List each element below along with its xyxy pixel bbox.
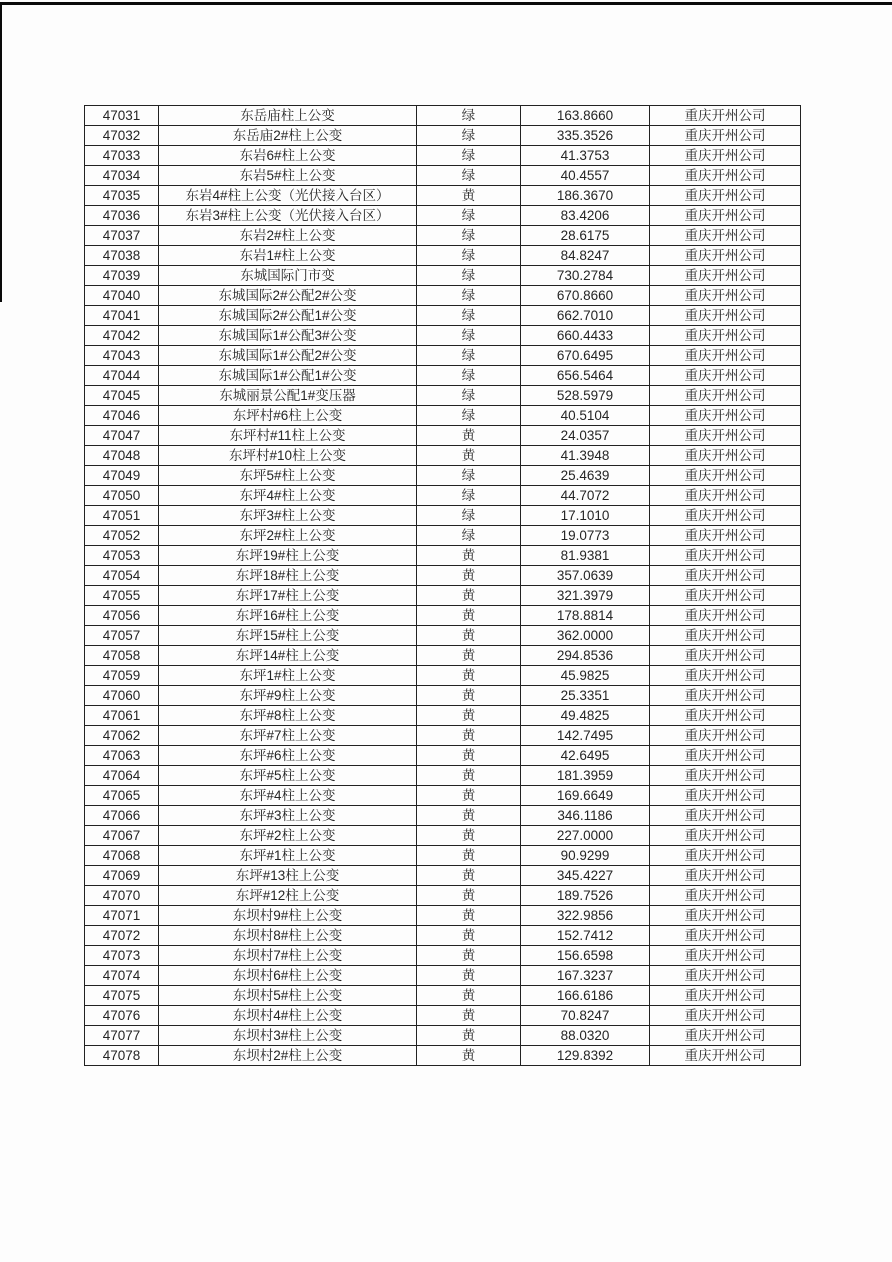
cell-status: 绿 <box>417 506 521 526</box>
cell-name: 东岳庙2#柱上公变 <box>159 126 417 146</box>
cell-name: 东坝村5#柱上公变 <box>159 986 417 1006</box>
table-row <box>85 466 801 486</box>
cell-company: 重庆开州公司 <box>650 746 801 766</box>
cell-name: 东岩1#柱上公变 <box>159 246 417 266</box>
table-row <box>85 306 801 326</box>
cell-value: 88.0320 <box>521 1026 650 1046</box>
table-row <box>85 606 801 626</box>
cell-value: 656.5464 <box>521 366 650 386</box>
cell-status: 绿 <box>417 266 521 286</box>
scan-left-border <box>0 2 2 302</box>
cell-value: 84.8247 <box>521 246 650 266</box>
cell-id: 47051 <box>85 506 159 526</box>
cell-id: 47070 <box>85 886 159 906</box>
cell-name: 东坪#13柱上公变 <box>159 866 417 886</box>
cell-company: 重庆开州公司 <box>650 646 801 666</box>
table-row <box>85 286 801 306</box>
cell-id: 47057 <box>85 626 159 646</box>
cell-company: 重庆开州公司 <box>650 566 801 586</box>
table-row <box>85 426 801 446</box>
cell-id: 47040 <box>85 286 159 306</box>
cell-company: 重庆开州公司 <box>650 886 801 906</box>
cell-name: 东坪#1柱上公变 <box>159 846 417 866</box>
cell-id: 47078 <box>85 1046 159 1066</box>
cell-value: 41.3948 <box>521 446 650 466</box>
cell-id: 47046 <box>85 406 159 426</box>
table-row <box>85 166 801 186</box>
table-row <box>85 546 801 566</box>
cell-value: 44.7072 <box>521 486 650 506</box>
cell-id: 47034 <box>85 166 159 186</box>
cell-company: 重庆开州公司 <box>650 526 801 546</box>
table-row <box>85 766 801 786</box>
cell-value: 345.4227 <box>521 866 650 886</box>
cell-value: 357.0639 <box>521 566 650 586</box>
cell-company: 重庆开州公司 <box>650 766 801 786</box>
cell-value: 189.7526 <box>521 886 650 906</box>
cell-value: 41.3753 <box>521 146 650 166</box>
cell-status: 绿 <box>417 146 521 166</box>
cell-name: 东城国际2#公配2#公变 <box>159 286 417 306</box>
cell-name: 东城国际1#公配2#公变 <box>159 346 417 366</box>
table-row <box>85 206 801 226</box>
cell-status: 绿 <box>417 366 521 386</box>
cell-company: 重庆开州公司 <box>650 906 801 926</box>
table-row <box>85 906 801 926</box>
cell-company: 重庆开州公司 <box>650 206 801 226</box>
cell-company: 重庆开州公司 <box>650 826 801 846</box>
cell-status: 黄 <box>417 966 521 986</box>
cell-value: 70.8247 <box>521 1006 650 1026</box>
cell-value: 321.3979 <box>521 586 650 606</box>
table-row <box>85 726 801 746</box>
cell-status: 绿 <box>417 486 521 506</box>
cell-name: 东城丽景公配1#变压器 <box>159 386 417 406</box>
cell-status: 黄 <box>417 706 521 726</box>
cell-name: 东坝村7#柱上公变 <box>159 946 417 966</box>
table-row <box>85 966 801 986</box>
cell-value: 40.4557 <box>521 166 650 186</box>
cell-id: 47044 <box>85 366 159 386</box>
cell-name: 东坪5#柱上公变 <box>159 466 417 486</box>
cell-name: 东坝村3#柱上公变 <box>159 1026 417 1046</box>
cell-id: 47045 <box>85 386 159 406</box>
cell-id: 47062 <box>85 726 159 746</box>
cell-value: 670.8660 <box>521 286 650 306</box>
cell-id: 47035 <box>85 186 159 206</box>
table-row <box>85 886 801 906</box>
cell-company: 重庆开州公司 <box>650 126 801 146</box>
cell-name: 东坪2#柱上公变 <box>159 526 417 546</box>
table-row <box>85 506 801 526</box>
cell-id: 47052 <box>85 526 159 546</box>
cell-value: 528.5979 <box>521 386 650 406</box>
transformer-table-body <box>85 106 801 1066</box>
cell-id: 47061 <box>85 706 159 726</box>
cell-company: 重庆开州公司 <box>650 346 801 366</box>
cell-value: 90.9299 <box>521 846 650 866</box>
cell-value: 169.6649 <box>521 786 650 806</box>
cell-name: 东坪#6柱上公变 <box>159 746 417 766</box>
cell-value: 163.8660 <box>521 106 650 126</box>
cell-id: 47033 <box>85 146 159 166</box>
cell-name: 东坪4#柱上公变 <box>159 486 417 506</box>
cell-company: 重庆开州公司 <box>650 946 801 966</box>
cell-company: 重庆开州公司 <box>650 846 801 866</box>
table-row <box>85 486 801 506</box>
cell-id: 47068 <box>85 846 159 866</box>
cell-value: 227.0000 <box>521 826 650 846</box>
cell-status: 绿 <box>417 246 521 266</box>
cell-name: 东坪#3柱上公变 <box>159 806 417 826</box>
cell-company: 重庆开州公司 <box>650 786 801 806</box>
table-row <box>85 1046 801 1066</box>
cell-id: 47071 <box>85 906 159 926</box>
cell-id: 47077 <box>85 1026 159 1046</box>
cell-id: 47069 <box>85 866 159 886</box>
cell-value: 152.7412 <box>521 926 650 946</box>
cell-value: 362.0000 <box>521 626 650 646</box>
cell-company: 重庆开州公司 <box>650 546 801 566</box>
cell-status: 黄 <box>417 766 521 786</box>
cell-status: 黄 <box>417 886 521 906</box>
cell-name: 东坪18#柱上公变 <box>159 566 417 586</box>
cell-name: 东坝村2#柱上公变 <box>159 1046 417 1066</box>
cell-value: 156.6598 <box>521 946 650 966</box>
cell-name: 东岳庙柱上公变 <box>159 106 417 126</box>
cell-name: 东坪村#10柱上公变 <box>159 446 417 466</box>
cell-company: 重庆开州公司 <box>650 186 801 206</box>
cell-company: 重庆开州公司 <box>650 246 801 266</box>
cell-company: 重庆开州公司 <box>650 1026 801 1046</box>
cell-value: 19.0773 <box>521 526 650 546</box>
cell-name: 东坪#9柱上公变 <box>159 686 417 706</box>
cell-company: 重庆开州公司 <box>650 706 801 726</box>
cell-id: 47036 <box>85 206 159 226</box>
cell-status: 黄 <box>417 606 521 626</box>
cell-value: 24.0357 <box>521 426 650 446</box>
cell-company: 重庆开州公司 <box>650 986 801 1006</box>
table-row <box>85 326 801 346</box>
table-row <box>85 686 801 706</box>
table-row <box>85 806 801 826</box>
cell-name: 东坪#12柱上公变 <box>159 886 417 906</box>
cell-name: 东坪19#柱上公变 <box>159 546 417 566</box>
cell-company: 重庆开州公司 <box>650 626 801 646</box>
table-row <box>85 406 801 426</box>
cell-name: 东坪15#柱上公变 <box>159 626 417 646</box>
cell-status: 黄 <box>417 906 521 926</box>
cell-id: 47032 <box>85 126 159 146</box>
cell-status: 黄 <box>417 666 521 686</box>
cell-company: 重庆开州公司 <box>650 486 801 506</box>
cell-id: 47067 <box>85 826 159 846</box>
cell-name: 东坪16#柱上公变 <box>159 606 417 626</box>
cell-id: 47073 <box>85 946 159 966</box>
cell-company: 重庆开州公司 <box>650 606 801 626</box>
cell-name: 东岩6#柱上公变 <box>159 146 417 166</box>
cell-value: 83.4206 <box>521 206 650 226</box>
cell-name: 东城国际2#公配1#公变 <box>159 306 417 326</box>
cell-status: 黄 <box>417 426 521 446</box>
cell-value: 25.4639 <box>521 466 650 486</box>
cell-status: 黄 <box>417 566 521 586</box>
cell-value: 45.9825 <box>521 666 650 686</box>
cell-id: 47065 <box>85 786 159 806</box>
cell-id: 47058 <box>85 646 159 666</box>
cell-status: 黄 <box>417 786 521 806</box>
table-row <box>85 706 801 726</box>
cell-company: 重庆开州公司 <box>650 226 801 246</box>
cell-value: 142.7495 <box>521 726 650 746</box>
cell-value: 181.3959 <box>521 766 650 786</box>
cell-status: 黄 <box>417 546 521 566</box>
cell-id: 47038 <box>85 246 159 266</box>
cell-value: 40.5104 <box>521 406 650 426</box>
cell-company: 重庆开州公司 <box>650 966 801 986</box>
cell-value: 670.6495 <box>521 346 650 366</box>
cell-name: 东坪14#柱上公变 <box>159 646 417 666</box>
table-row <box>85 666 801 686</box>
cell-id: 47074 <box>85 966 159 986</box>
cell-company: 重庆开州公司 <box>650 1046 801 1066</box>
table-row <box>85 826 801 846</box>
cell-value: 346.1186 <box>521 806 650 826</box>
cell-status: 黄 <box>417 646 521 666</box>
cell-value: 322.9856 <box>521 906 650 926</box>
cell-id: 47076 <box>85 1006 159 1026</box>
cell-status: 黄 <box>417 1026 521 1046</box>
cell-status: 绿 <box>417 226 521 246</box>
table-row <box>85 366 801 386</box>
cell-name: 东坝村6#柱上公变 <box>159 966 417 986</box>
cell-name: 东岩4#柱上公变（光伏接入台区） <box>159 186 417 206</box>
cell-name: 东坝村4#柱上公变 <box>159 1006 417 1026</box>
cell-status: 绿 <box>417 406 521 426</box>
cell-status: 黄 <box>417 926 521 946</box>
cell-id: 47059 <box>85 666 159 686</box>
table-row <box>85 1026 801 1046</box>
table-row <box>85 346 801 366</box>
cell-id: 47064 <box>85 766 159 786</box>
cell-name: 东坪#8柱上公变 <box>159 706 417 726</box>
cell-id: 47056 <box>85 606 159 626</box>
cell-company: 重庆开州公司 <box>650 106 801 126</box>
cell-name: 东坪#2柱上公变 <box>159 826 417 846</box>
table-row <box>85 746 801 766</box>
table-row <box>85 446 801 466</box>
cell-name: 东坪村#6柱上公变 <box>159 406 417 426</box>
table-row <box>85 946 801 966</box>
cell-id: 47053 <box>85 546 159 566</box>
table-row <box>85 786 801 806</box>
cell-id: 47041 <box>85 306 159 326</box>
scan-top-border <box>0 2 892 5</box>
cell-status: 黄 <box>417 946 521 966</box>
cell-id: 47072 <box>85 926 159 946</box>
cell-value: 178.8814 <box>521 606 650 626</box>
cell-id: 47075 <box>85 986 159 1006</box>
cell-id: 47063 <box>85 746 159 766</box>
cell-value: 49.4825 <box>521 706 650 726</box>
cell-name: 东坪#4柱上公变 <box>159 786 417 806</box>
cell-id: 47055 <box>85 586 159 606</box>
table-row <box>85 146 801 166</box>
table-row <box>85 866 801 886</box>
cell-status: 绿 <box>417 206 521 226</box>
cell-status: 绿 <box>417 286 521 306</box>
cell-value: 129.8392 <box>521 1046 650 1066</box>
table-row <box>85 926 801 946</box>
table-row <box>85 1006 801 1026</box>
cell-id: 47037 <box>85 226 159 246</box>
cell-id: 47050 <box>85 486 159 506</box>
cell-company: 重庆开州公司 <box>650 866 801 886</box>
cell-id: 47042 <box>85 326 159 346</box>
cell-name: 东城国际门市变 <box>159 266 417 286</box>
table-row <box>85 186 801 206</box>
cell-id: 47060 <box>85 686 159 706</box>
cell-status: 黄 <box>417 866 521 886</box>
cell-company: 重庆开州公司 <box>650 366 801 386</box>
cell-status: 绿 <box>417 466 521 486</box>
cell-name: 东城国际1#公配1#公变 <box>159 366 417 386</box>
cell-value: 42.6495 <box>521 746 650 766</box>
cell-company: 重庆开州公司 <box>650 1006 801 1026</box>
cell-status: 绿 <box>417 306 521 326</box>
cell-value: 186.3670 <box>521 186 650 206</box>
cell-value: 294.8536 <box>521 646 650 666</box>
cell-status: 黄 <box>417 1046 521 1066</box>
cell-name: 东坪17#柱上公变 <box>159 586 417 606</box>
table-row <box>85 986 801 1006</box>
cell-company: 重庆开州公司 <box>650 326 801 346</box>
cell-value: 167.3237 <box>521 966 650 986</box>
cell-id: 47049 <box>85 466 159 486</box>
table-row <box>85 386 801 406</box>
cell-company: 重庆开州公司 <box>650 166 801 186</box>
cell-company: 重庆开州公司 <box>650 926 801 946</box>
cell-status: 绿 <box>417 346 521 366</box>
cell-value: 730.2784 <box>521 266 650 286</box>
table-row <box>85 526 801 546</box>
cell-status: 黄 <box>417 806 521 826</box>
cell-name: 东城国际1#公配3#公变 <box>159 326 417 346</box>
cell-id: 47039 <box>85 266 159 286</box>
transformer-table <box>84 105 801 1066</box>
cell-name: 东坝村8#柱上公变 <box>159 926 417 946</box>
cell-company: 重庆开州公司 <box>650 426 801 446</box>
cell-name: 东坪#7柱上公变 <box>159 726 417 746</box>
cell-status: 绿 <box>417 106 521 126</box>
table-row <box>85 626 801 646</box>
table-row <box>85 846 801 866</box>
cell-name: 东岩2#柱上公变 <box>159 226 417 246</box>
cell-status: 绿 <box>417 126 521 146</box>
table-row <box>85 266 801 286</box>
table-row <box>85 106 801 126</box>
cell-value: 25.3351 <box>521 686 650 706</box>
cell-status: 绿 <box>417 166 521 186</box>
cell-company: 重庆开州公司 <box>650 446 801 466</box>
cell-company: 重庆开州公司 <box>650 306 801 326</box>
cell-status: 绿 <box>417 526 521 546</box>
cell-id: 47054 <box>85 566 159 586</box>
cell-value: 166.6186 <box>521 986 650 1006</box>
cell-name: 东坪村#11柱上公变 <box>159 426 417 446</box>
cell-id: 47048 <box>85 446 159 466</box>
cell-id: 47047 <box>85 426 159 446</box>
table-row <box>85 586 801 606</box>
cell-name: 东岩3#柱上公变（光伏接入台区） <box>159 206 417 226</box>
cell-company: 重庆开州公司 <box>650 286 801 306</box>
table-row <box>85 646 801 666</box>
cell-status: 黄 <box>417 1006 521 1026</box>
cell-name: 东坪3#柱上公变 <box>159 506 417 526</box>
cell-value: 17.1010 <box>521 506 650 526</box>
cell-company: 重庆开州公司 <box>650 406 801 426</box>
cell-company: 重庆开州公司 <box>650 386 801 406</box>
cell-value: 660.4433 <box>521 326 650 346</box>
cell-status: 黄 <box>417 726 521 746</box>
cell-company: 重庆开州公司 <box>650 146 801 166</box>
cell-company: 重庆开州公司 <box>650 806 801 826</box>
cell-company: 重庆开州公司 <box>650 506 801 526</box>
table-row <box>85 226 801 246</box>
cell-name: 东坝村9#柱上公变 <box>159 906 417 926</box>
cell-company: 重庆开州公司 <box>650 666 801 686</box>
cell-status: 黄 <box>417 826 521 846</box>
cell-status: 黄 <box>417 186 521 206</box>
cell-id: 47043 <box>85 346 159 366</box>
cell-name: 东坪1#柱上公变 <box>159 666 417 686</box>
cell-value: 81.9381 <box>521 546 650 566</box>
cell-value: 662.7010 <box>521 306 650 326</box>
cell-name: 东岩5#柱上公变 <box>159 166 417 186</box>
cell-company: 重庆开州公司 <box>650 586 801 606</box>
table-row <box>85 566 801 586</box>
cell-status: 黄 <box>417 686 521 706</box>
table-row <box>85 126 801 146</box>
cell-id: 47066 <box>85 806 159 826</box>
table-row <box>85 246 801 266</box>
cell-status: 黄 <box>417 746 521 766</box>
cell-company: 重庆开州公司 <box>650 726 801 746</box>
cell-name: 东坪#5柱上公变 <box>159 766 417 786</box>
cell-company: 重庆开州公司 <box>650 686 801 706</box>
cell-status: 黄 <box>417 626 521 646</box>
cell-company: 重庆开州公司 <box>650 466 801 486</box>
cell-status: 黄 <box>417 586 521 606</box>
cell-value: 28.6175 <box>521 226 650 246</box>
cell-status: 绿 <box>417 326 521 346</box>
cell-status: 绿 <box>417 386 521 406</box>
cell-company: 重庆开州公司 <box>650 266 801 286</box>
cell-status: 黄 <box>417 846 521 866</box>
cell-value: 335.3526 <box>521 126 650 146</box>
cell-status: 黄 <box>417 446 521 466</box>
cell-status: 黄 <box>417 986 521 1006</box>
cell-id: 47031 <box>85 106 159 126</box>
